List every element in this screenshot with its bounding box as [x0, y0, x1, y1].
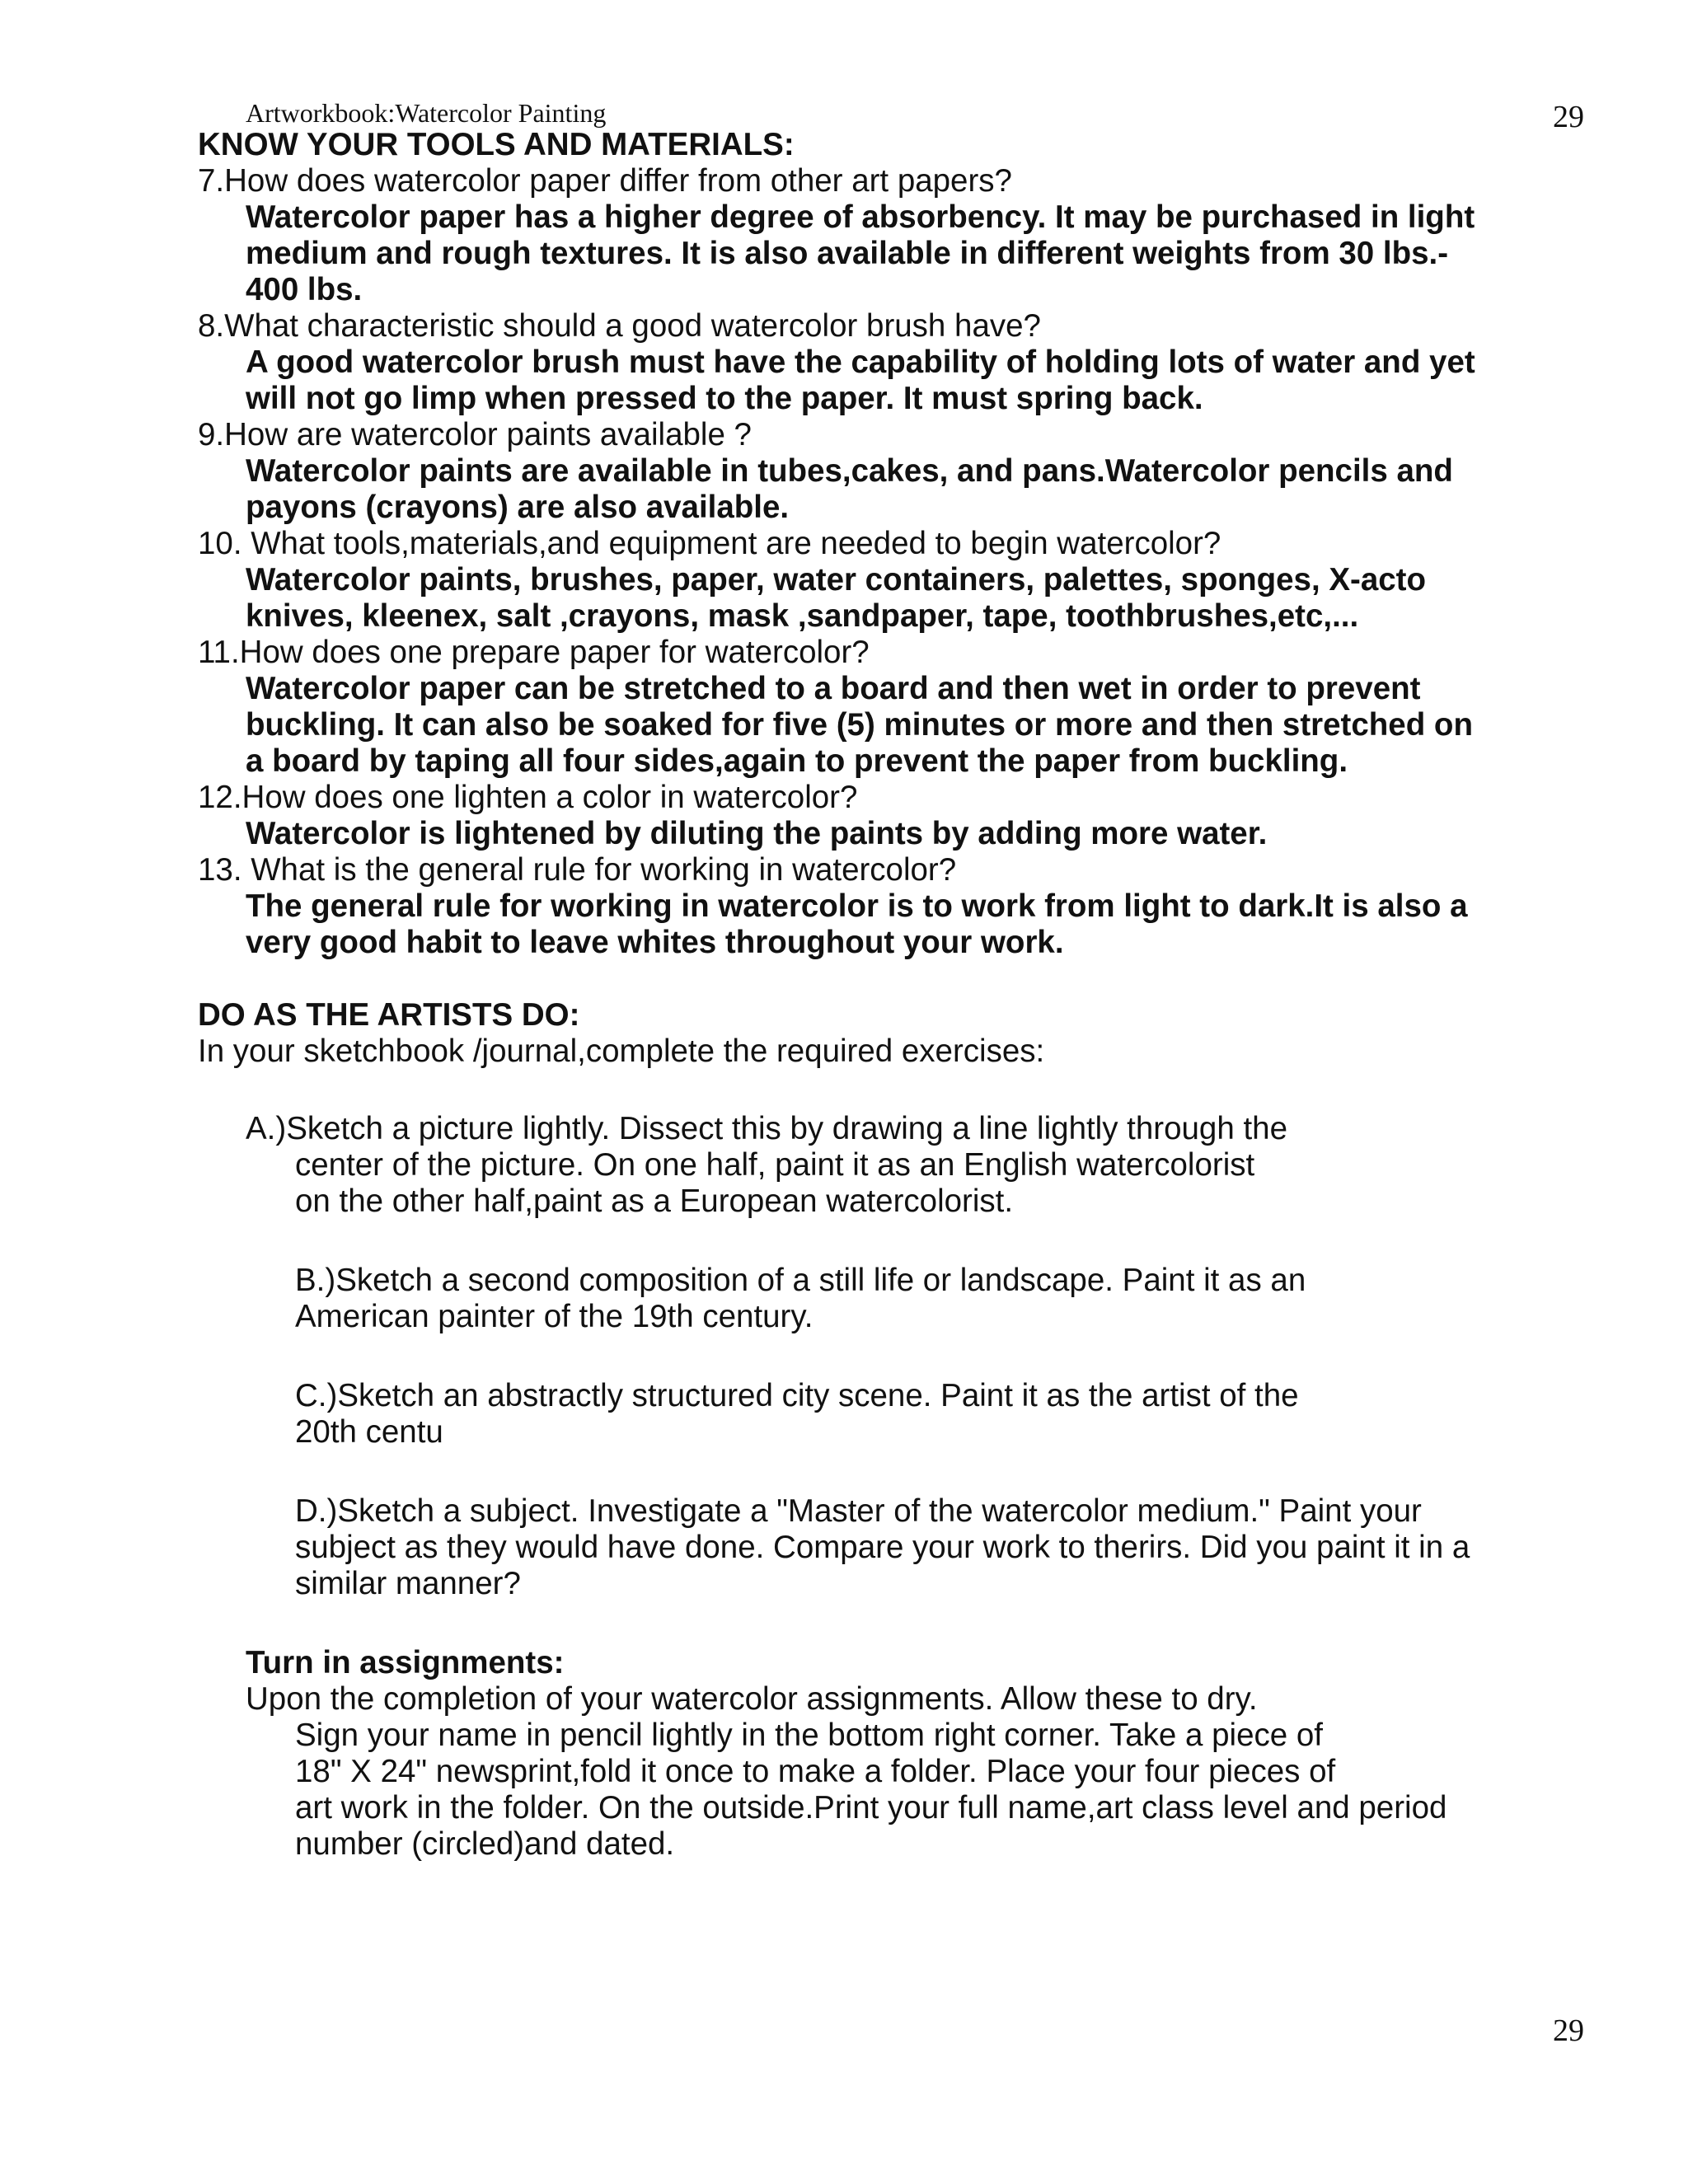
- exercise-d-line: similar manner?: [295, 1566, 521, 1601]
- question-10: 10. What tools,materials,and equipment are needed to begin watercolor?: [198, 526, 1221, 561]
- exercise-a-line: center of the picture. On one half, paint it as an English watercolorist: [295, 1147, 1255, 1183]
- exercise-b-line: American painter of the 19th century.: [295, 1299, 814, 1334]
- exercise-d-line: subject as they would have done. Compare your work to therirs. Did you paint it in a: [295, 1530, 1470, 1565]
- spacer: [198, 1451, 1599, 1493]
- exercise-c-line: 20th centu: [295, 1414, 443, 1450]
- spacer: [198, 1220, 1599, 1263]
- answer-13-line: The general rule for working in watercolor is to work from light to dark.It is also a: [246, 888, 1468, 924]
- exercise-a-line: A.)Sketch a picture lightly. Dissect this by drawing a line lightly through the: [246, 1111, 1287, 1146]
- spacer: [198, 1602, 1599, 1645]
- answer-13-line: very good habit to leave whites throughout your work.: [246, 925, 1064, 960]
- question-8: 8.What characteristic should a good watercolor brush have?: [198, 308, 1041, 344]
- turn-in-line: 18" X 24" newsprint,fold it once to make a folder. Place your four pieces of: [295, 1754, 1336, 1789]
- page-number-top: 29: [1553, 100, 1584, 134]
- spacer: [198, 961, 1599, 997]
- exercise-b-line: B.)Sketch a second composition of a still life or landscape. Paint it as an: [295, 1263, 1306, 1298]
- turn-in-line: art work in the folder. On the outside.Print your full name,art class level and period: [295, 1790, 1447, 1825]
- answer-10-line: Watercolor paints, brushes, paper, water containers, palettes, sponges, X-acto: [246, 562, 1427, 598]
- exercise-a-line: on the other half,paint as a European watercolorist.: [295, 1183, 1014, 1219]
- turn-in-heading: Turn in assignments:: [246, 1645, 565, 1680]
- exercise-d-line: D.)Sketch a subject. Investigate a "Master of the watercolor medium." Paint your: [295, 1493, 1422, 1529]
- exercises-intro: In your sketchbook /journal,complete the required exercises:: [198, 1033, 1045, 1069]
- exercise-c-line: C.)Sketch an abstractly structured city scene. Paint it as the artist of the: [295, 1378, 1299, 1413]
- turn-in-line: number (circled)and dated.: [295, 1826, 675, 1862]
- answer-11-line: Watercolor paper can be stretched to a board and then wet in order to prevent: [246, 671, 1421, 706]
- spacer: [198, 1335, 1599, 1378]
- answer-7-line: Watercolor paper has a higher degree of absorbency. It may be purchased in light: [246, 199, 1475, 235]
- answer-8-line: A good watercolor brush must have the capability of holding lots of water and yet: [246, 344, 1475, 380]
- question-13: 13. What is the general rule for working in watercolor?: [198, 852, 957, 888]
- spacer: [198, 1070, 1599, 1111]
- answer-7-line: 400 lbs.: [246, 272, 363, 307]
- question-12: 12.How does one lighten a color in watercolor?: [198, 780, 858, 815]
- page-number-bottom: 29: [1553, 2013, 1584, 2048]
- turn-in-line: Upon the completion of your watercolor assignments. Allow these to dry.: [246, 1681, 1258, 1717]
- answer-8-line: will not go limp when pressed to the paper. It must spring back.: [246, 381, 1203, 416]
- turn-in-line: Sign your name in pencil lightly in the bottom right corner. Take a piece of: [295, 1718, 1323, 1753]
- answer-11-line: a board by taping all four sides,again to prevent the paper from buckling.: [246, 743, 1348, 779]
- answer-12-line: Watercolor is lightened by diluting the paints by adding more water.: [246, 816, 1268, 851]
- answer-9-line: Watercolor paints are available in tubes,cakes, and pans.Watercolor pencils and: [246, 453, 1453, 489]
- question-7: 7.How does watercolor paper differ from other art papers?: [198, 163, 1012, 199]
- answer-11-line: buckling. It can also be soaked for five (5) minutes or more and then stretched on: [246, 707, 1473, 743]
- answer-7-line: medium and rough textures. It is also available in different weights from 30 lbs.-: [246, 236, 1449, 271]
- question-9: 9.How are watercolor paints available ?: [198, 417, 752, 452]
- answer-10-line: knives, kleenex, salt ,crayons, mask ,sandpaper, tape, toothbrushes,etc,...: [246, 598, 1359, 634]
- running-header-title: Artworkbook:Watercolor Painting: [246, 98, 607, 128]
- page-content: [198, 127, 1599, 1863]
- section-heading-artists: DO AS THE ARTISTS DO:: [198, 997, 580, 1033]
- answer-9-line: payons (crayons) are also available.: [246, 490, 790, 525]
- section-heading-tools: KNOW YOUR TOOLS AND MATERIALS:: [198, 127, 795, 162]
- question-11: 11.How does one prepare paper for watercolor?: [198, 635, 870, 670]
